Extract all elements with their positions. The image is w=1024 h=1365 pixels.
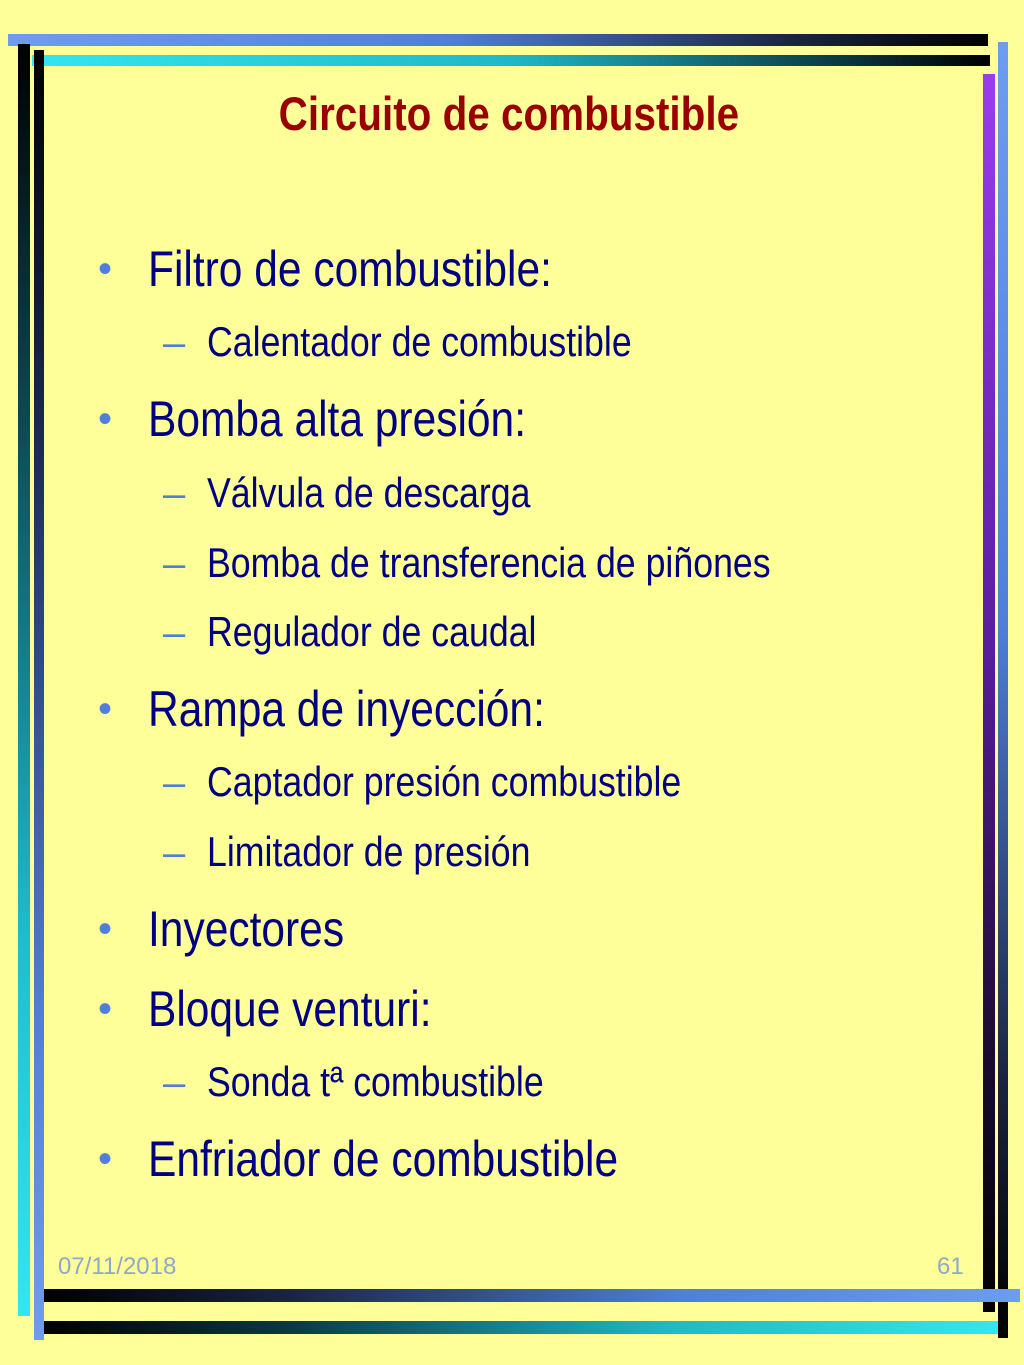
decorative-frame-bar [8,34,988,46]
sub-item [163,469,588,517]
bullet-item [98,980,482,1038]
bullet-text: Rampa de inyección: [148,681,545,737]
bullet-text: Inyectores [148,901,345,957]
sub-item [163,318,707,366]
sub-item-text: Válvula de descarga [207,469,531,516]
sub-item-text: Captador presión combustible [207,758,682,805]
bullet-marker: • [98,247,113,291]
sub-marker: – [163,761,186,805]
bullet-marker: • [98,987,113,1031]
decorative-frame-bar [18,44,30,1316]
sub-item [163,828,588,876]
bullet-marker: • [98,1137,113,1181]
sub-item [163,758,765,806]
sub-item-text: Limitador de presión [207,828,531,875]
bullet-item [98,390,593,448]
sub-item-text: Regulador de caudal [207,608,537,655]
bullet-text: Bloque venturi: [148,981,432,1037]
bullet-item [98,900,379,958]
bullet-item [98,1130,701,1188]
slide-title: Circuito de combustible [278,87,740,140]
sub-marker: – [163,611,186,655]
bullet-text: Bomba alta presión: [148,391,526,447]
decorative-frame-bar [34,50,44,1340]
bullet-marker: • [98,397,113,441]
bullet-item [98,680,615,738]
decorative-frame-bar [44,1321,998,1334]
sub-marker: – [163,542,186,586]
sub-marker: – [163,1061,186,1105]
sub-item [163,608,595,656]
footer-date: 07/11/2018 [58,1253,177,1280]
decorative-frame-bar [998,42,1008,1338]
sub-item [163,539,870,587]
sub-item-text: Sonda tª combustible [207,1058,544,1105]
decorative-frame-bar [983,74,995,1312]
decorative-frame-bar [32,55,990,66]
sub-item-text: Bomba de transferencia de piñones [207,539,771,586]
bullet-text: Filtro de combustible: [148,241,552,297]
bullet-item [98,240,623,298]
bullet-marker: • [98,907,113,951]
sub-marker: – [163,472,186,516]
bullet-marker: • [98,687,113,731]
sub-item-text: Calentador de combustible [207,318,632,365]
decorative-frame-bar [44,1289,1020,1302]
sub-marker: – [163,321,186,365]
footer-page-number: 61 [937,1253,964,1280]
sub-item [163,1058,603,1106]
bullet-text: Enfriador de combustible [148,1131,619,1187]
sub-marker: – [163,831,186,875]
